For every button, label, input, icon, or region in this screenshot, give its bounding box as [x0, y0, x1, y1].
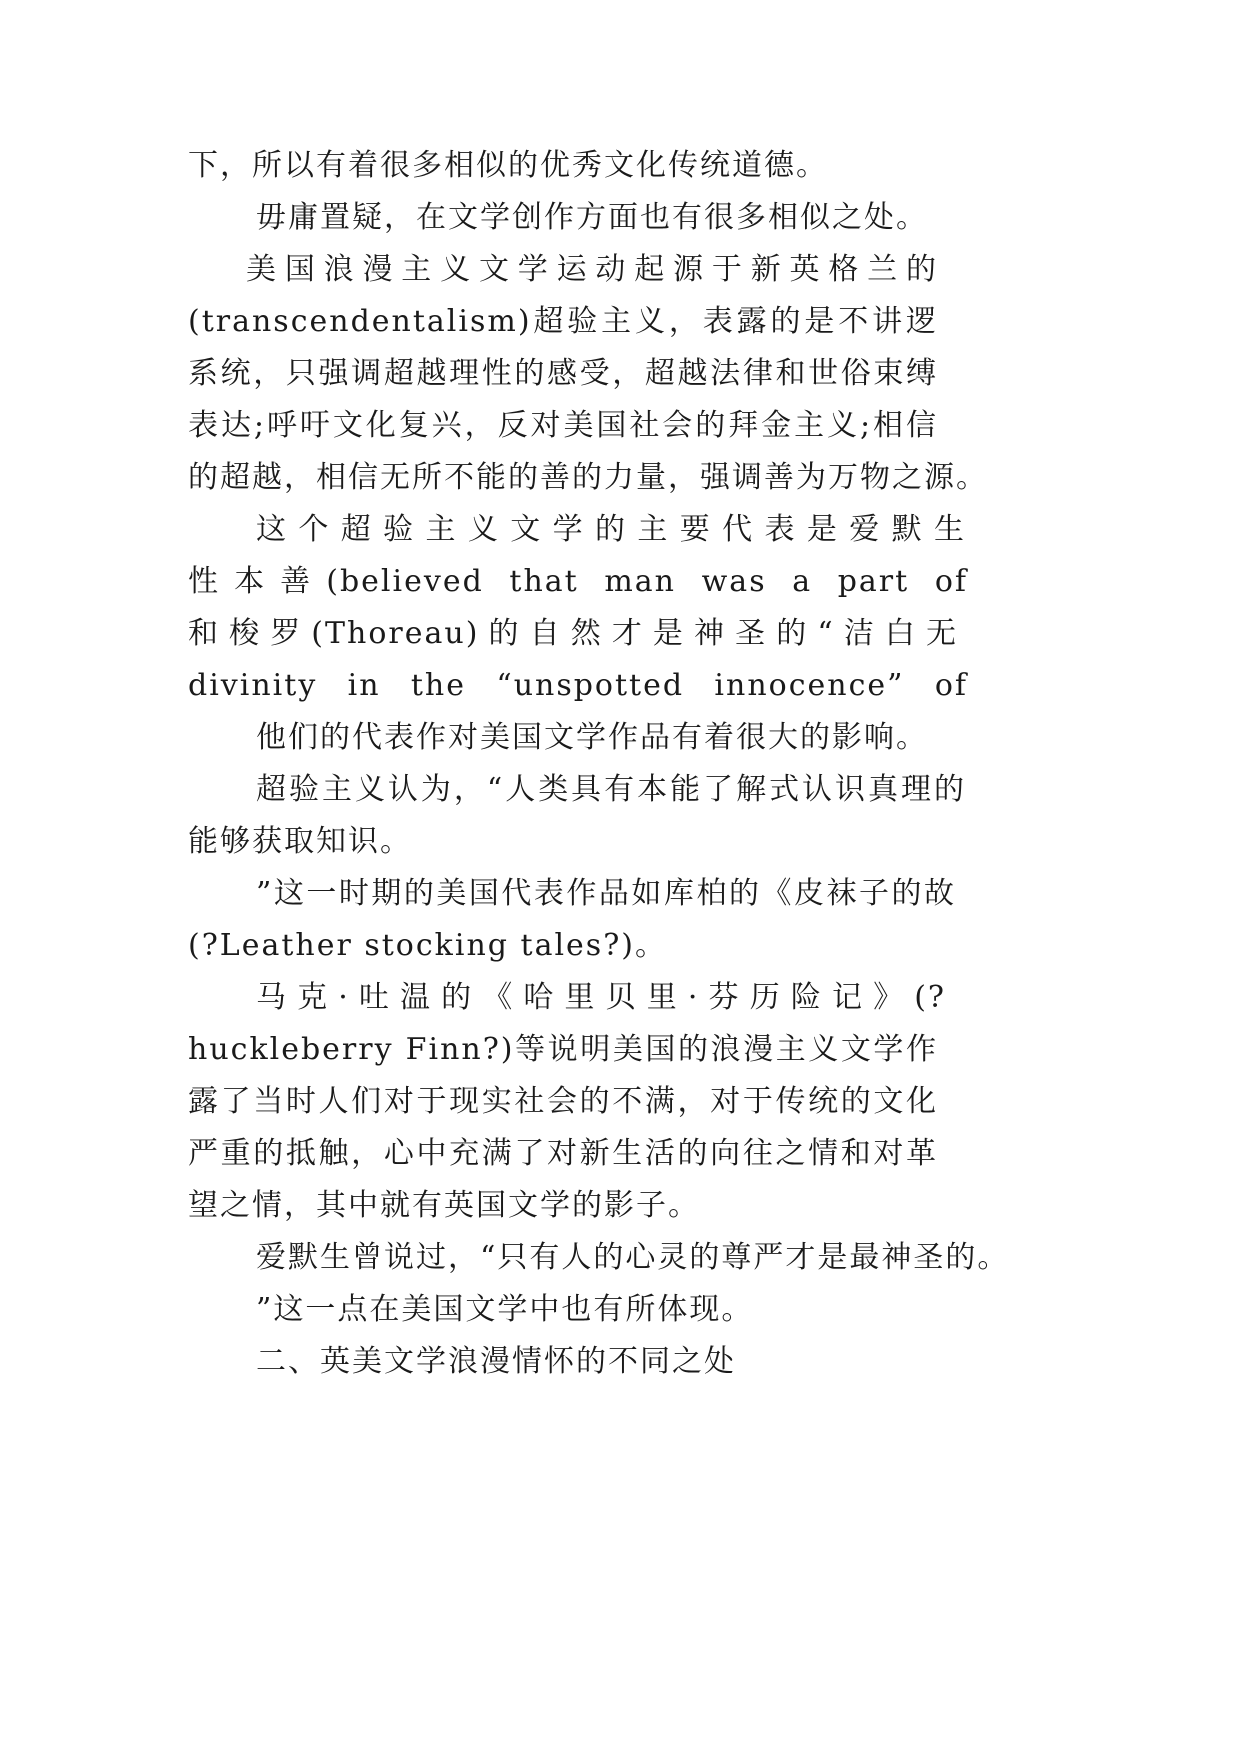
- text-line: 和梭罗(Thoreau)的自然才是神圣的“洁白无: [188, 616, 958, 651]
- text-line: huckleberry Finn?)等说明美国的浪漫主义文学作: [188, 1032, 938, 1067]
- text-line: ”这一点在美国文学中也有所体现。: [256, 1292, 754, 1327]
- text-line: 的超越，相信无所不能的善的力量，强调善为万物之源。: [188, 460, 988, 495]
- text-line: 爱默生曾说过，“只有人的心灵的尊严才是最神圣的。: [256, 1240, 1010, 1275]
- text-line: 望之情，其中就有英国文学的影子。: [188, 1188, 700, 1223]
- text-line: 美国浪漫主义文学运动起源于新英格兰的: [246, 252, 938, 287]
- text-line: 这个超验主义文学的主要代表是爱默生: [256, 512, 966, 547]
- text-line: 能够获取知识。: [188, 824, 412, 859]
- text-line: divinity in the “unspotted innocence” of: [188, 668, 968, 703]
- text-line: 系统，只强调超越理性的感受，超越法律和世俗束缚: [188, 356, 938, 391]
- text-line: ”这一时期的美国代表作品如库柏的《皮袜子的故: [256, 876, 956, 911]
- section-heading: 二、英美文学浪漫情怀的不同之处: [256, 1344, 736, 1379]
- text-line: (transcendentalism)超验主义，表露的是不讲逻: [188, 304, 938, 339]
- text-line: 表达;呼吁文化复兴，反对美国社会的拜金主义;相信: [188, 408, 938, 443]
- text-line: 超验主义认为，“人类具有本能了解式认识真理的: [256, 772, 966, 807]
- text-line: 下，所以有着很多相似的优秀文化传统道德。: [188, 148, 828, 183]
- text-line: (?Leather stocking tales?)。: [188, 928, 667, 963]
- text-line: 毋庸置疑，在文学创作方面也有很多相似之处。: [256, 200, 928, 235]
- text-line: 性本善(believed that man was a part of: [188, 564, 968, 599]
- text-line: 他们的代表作对美国文学作品有着很大的影响。: [256, 720, 928, 755]
- text-line: 马克·吐温的《哈里贝里·芬历险记》(?: [256, 980, 946, 1015]
- text-line: 严重的抵触，心中充满了对新生活的向往之情和对革: [188, 1136, 938, 1171]
- text-line: 露了当时人们对于现实社会的不满，对于传统的文化: [188, 1084, 938, 1119]
